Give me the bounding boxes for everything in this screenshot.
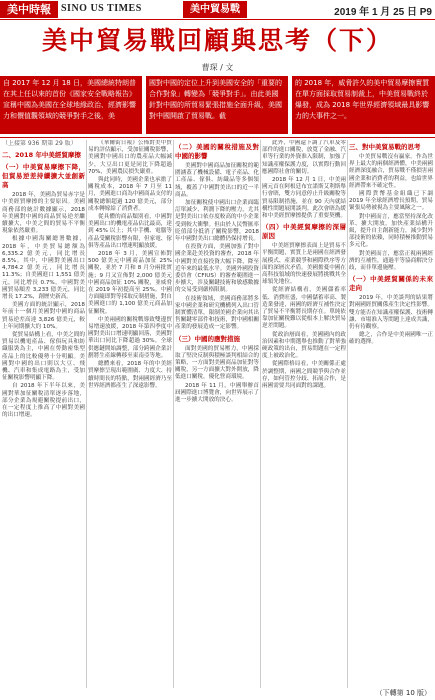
section-label: 美中貿易戰: [183, 1, 247, 18]
section-subheading: （一）中美貿易摩擦下降，但貿易逆差持續擴大並創新高: [2, 163, 85, 190]
body-paragraph: 從國際格局看，中美關係正處於調整期，兩國之間競爭與合作並存，如何管控分歧、拓展合作，是兩國需要共同面對的課題。: [262, 361, 346, 390]
body-paragraph: 2018 年 3 月，美國宣佈對 500 億美元中國商品加征 25% 關稅，並於 7 月和 8 月分兩批實施；9 月又宣佈對 2,000 億美元中國商品加征 10% 關稅，並威脅在 2019 年初提高至 25%。中國方面隨即對等採取反制措施，對自美國進口的 1,100 億美元商品加征關稅。: [88, 251, 172, 315]
body-paragraph: 總體來看，2018 年的中美經貿摩擦呈現出範圍廣、力度大、持續時間長的特點，對兩國經濟乃至世界經濟都產生了深遠影響。: [88, 361, 172, 389]
body-paragraph: 對中國而言，應當堅持深化改革、擴大開放，加快產業結構升級，提升自主創新能力，減少對外部技術的依賴，同時積極推動貿易多元化。: [349, 213, 433, 249]
body-column-1: [2, 140, 85, 688]
body-paragraph: 面對美國的貿易壓力，中國採取了堅決反制與積極談判相結合的策略，一方面對美國商品加征對等關稅，另一方面擴大對外開放，降低進口關稅，優化營商環境。: [175, 345, 259, 381]
body-paragraph: 總之，合作是中美兩國唯一正確的選擇。: [349, 332, 433, 346]
section-divider: [0, 137, 435, 138]
continued-note: （下轉第 10 版）: [375, 689, 431, 697]
body-paragraph: 與此同時，美國企業也承擔了關稅成本，2018 年 7 月至 11 月，美國進口商為中國商品支付的關稅總額超過 120 億美元，部分成本轉嫁給了消費者。: [88, 177, 172, 212]
column-divider: [260, 140, 261, 688]
body-paragraph: 2018 年 11 月，中國舉辦首屆國際進口博覽會，向世界展示了進一步擴大開放的決心。: [175, 382, 259, 404]
newspaper-name: SINO US TIMES: [61, 3, 142, 14]
body-paragraph: 在投資方面，美國加強了對中國企業赴美投資的審查，2018 年中國對美直接投資大幅下降，降至近年來的最低水平。美國外國投資委員會（CFIUS）的審查範圍進一步擴大，涉及關鍵技術和敏感數據的交易受到嚴格限制。: [175, 244, 259, 294]
body-paragraph: 加征關稅使中國出口企業面臨訂單減少、利潤下降的壓力，尤其是對美出口依存度較高的中小企業受到較大衝擊。但由於人民幣匯率貶值部分抵消了關稅影響，2018 年中國對美出口總體仍保持增長。: [175, 200, 259, 243]
body-paragraph: 在技術領域，美國商務部將多家中國企業和研究機構列入出口管制實體清單，限制美國企業向其出售關鍵零部件和技術，對中國相關產業的發展造成一定影響。: [175, 295, 259, 331]
column-divider: [173, 140, 174, 688]
issue-date: 2019 年 1 月 25 日 P9: [334, 7, 432, 18]
newspaper-logo: 美中時報: [0, 1, 58, 18]
section-subheading: 三、對中美貿易戰的思考: [349, 143, 421, 151]
body-column-5: [349, 140, 433, 688]
lead-paragraph-3: 的 2018 年，威脅許久的美中貿易摩擦實質在單方面採取貿易制裁上，中美貿易戰終於爆發，成為 2018 年世界經濟領域最具影響力的大事件之一。: [292, 76, 435, 134]
body-paragraph: 此外，中國還下調了汽車及零部件的進口關稅，放寬了金融、汽車等行業的外資准入限制，加強了知識產權保護力度，以實際行動回應國際社會的關切。: [262, 140, 346, 175]
body-paragraph: 中美兩國的關稅戰導致雙邊貿易增速放緩，2018 年第四季度中國對美出口增速明顯回落，美國對華出口同比下降超過 30%。全球供應鏈開始調整，部分跨國企業計劃將生產線轉移至東南亞等地。: [88, 316, 172, 359]
section-subheading: （三）中國的應對措施: [175, 334, 240, 343]
column-divider: [86, 140, 87, 688]
body-paragraph: 美國對中國商品加征關稅的範圍涵蓋了機械設備、電子產品、化工產品、傢俱、紡織品等多個領域，覆蓋了中國對美出口的近一半商品。: [175, 163, 259, 198]
body-paragraph: 根據中國海關總署數據，2018 年，中美貿易總額為 6,335.2 億美元，同比增長 8.5%。其中，中國對美國出口 4,784.2 億美元，同比增長 11.3%；自美國進口 1,551 億美元，同比增長 0.7%。中國對美國貿易順差 3,233 億美元，同比增長 17.2%，創歷史新高。: [2, 236, 85, 301]
article-headline: 美中貿易戰回顧與思考（下）: [41, 26, 393, 55]
column-divider: [347, 140, 348, 688]
body-paragraph: 對美國而言，應當正視兩國經濟的互補性，通過平等協商解決分歧，而非單邊施壓。: [349, 250, 433, 272]
body-paragraph: 從政治層面看，美國國內的政治因素和中期選舉也推動了對華強硬政策的出台，貿易問題在一定程度上被政治化。: [262, 331, 346, 360]
body-paragraph: 從經濟結構看，美國儲蓄率低、消費旺盛，中國儲蓄率高、製造業發達，兩國的經濟互補性決定了貿易不平衡將長期存在。單純依靠加征關稅難以從根本上解決貿易逆差問題。: [262, 287, 346, 330]
masthead: [0, 0, 435, 20]
body-paragraph: 2019 年，中美談判的結果將對兩國經貿關係產生決定性影響。雙方能否在知識產權保護、技術轉讓、市場准入等問題上達成共識，仍有待觀察。: [349, 295, 433, 331]
continuation-note: （上接第 936 期第 29 版）: [2, 140, 77, 147]
section-subheading: 二、2018 年中美經貿摩擦: [2, 151, 81, 160]
body-paragraph: 從貿易結構上看，中美之間的貿易以機電產品、傢俱玩具和紡織服裝為主，中國在勞動密集型產品上的比較優勢十分明顯。美國對中國的出口則以大豆、飛機、汽車和集成電路為主，受加征關稅影響明顯下降。: [2, 332, 85, 382]
article-byline: 曹琛 / 文: [201, 63, 234, 72]
body-paragraph: 2018 年 12 月 1 日，中美兩國元首在阿根廷布宜諾斯艾利斯舉行會晤，雙方同意停止升級關稅等貿易限制措施，並在 90 天內就結構性問題展開談判。此次會晤為緩和中美經貿摩擦提供了重要契機。: [262, 177, 346, 220]
body-paragraph: 美國方面的統計顯示，2018 年前十一個月美國對中國的商品貿易逆差高達 3,826 億美元，較上年同期擴大約 10%。: [2, 302, 85, 330]
body-paragraph: 2018 年，美國為貿易赤字是中美經貿摩擦的主要原因。美國商務部的統計數據顯示，2018 年美國對中國的商品貿易逆差繼續擴大，中美之間的貿易不平衡現象依然嚴重。: [2, 192, 85, 235]
body-column-2: [88, 140, 172, 688]
body-paragraph: 中美經貿摩擦表面上是貿易不平衡問題，實質上是兩國在經濟發展模式、產業競爭和國際秩序等方面的深層次矛盾。美國擔憂中國在高科技領域的快速發展將挑戰其全球領先地位。: [262, 243, 346, 286]
lead-paragraph-1: 自 2017 年 12 月 18 日，美國總統特朗普在其上任以來的首份《國家安全戰略報告》宣稱中國為美國在全球地緣政治、經濟影響力和價值觀領域的競爭對手之後，美: [0, 76, 142, 134]
section-subheading: （一）中美經貿關係的未來走向: [349, 275, 433, 293]
body-paragraph: 從具體的商品類別看，中國對美國出口的機電產品佔比最高，達到 45% 以上；其中手機、電腦等產品受關稅影響有限，但家電、傢俱等產品出口增速明顯放緩。: [88, 214, 172, 249]
body-column-4: [262, 140, 346, 688]
body-paragraph: 自 2018 年下半年以來，美國對華加征關稅清單逐步落地，部分企業為規避關稅提前出口，在一定程度上推高了中國對美國的出口增速。: [2, 383, 85, 419]
body-paragraph: 《華爾街日報》公佈對美中貿易的評估顯示，受加征關稅影響，美國對中國出口的農產品大幅減少，大豆出口更是同比下降超過 70%，美國農民損失嚴重。: [88, 140, 172, 175]
body-paragraph: 國際貨幣基金組織已下調 2019 年全球經濟增長預期，貿易緊張局勢被視為主要風險之一。: [349, 191, 433, 212]
body-column-3: [175, 140, 259, 688]
lead-paragraph-2: 國對中國的定位上升到美國安全的「重要的合作對象」轉變為「競爭對手」。由此美國針對中國的所貿易緊張措施全面升級，美國對中國開啟了貿易戰。截: [146, 76, 288, 134]
body-paragraph: 中美貿易戰沒有贏家。作為世界上最大的兩個經濟體，中美兩國經濟深度融合，貿易戰不僅損害兩國企業和消費者的利益，也給世界經濟帶來不確定性。: [349, 154, 433, 189]
section-subheading: （四）中美經貿摩擦的深層原因: [262, 223, 346, 241]
section-subheading: （二）美國的關稅措施及對中國的影響: [175, 143, 259, 160]
